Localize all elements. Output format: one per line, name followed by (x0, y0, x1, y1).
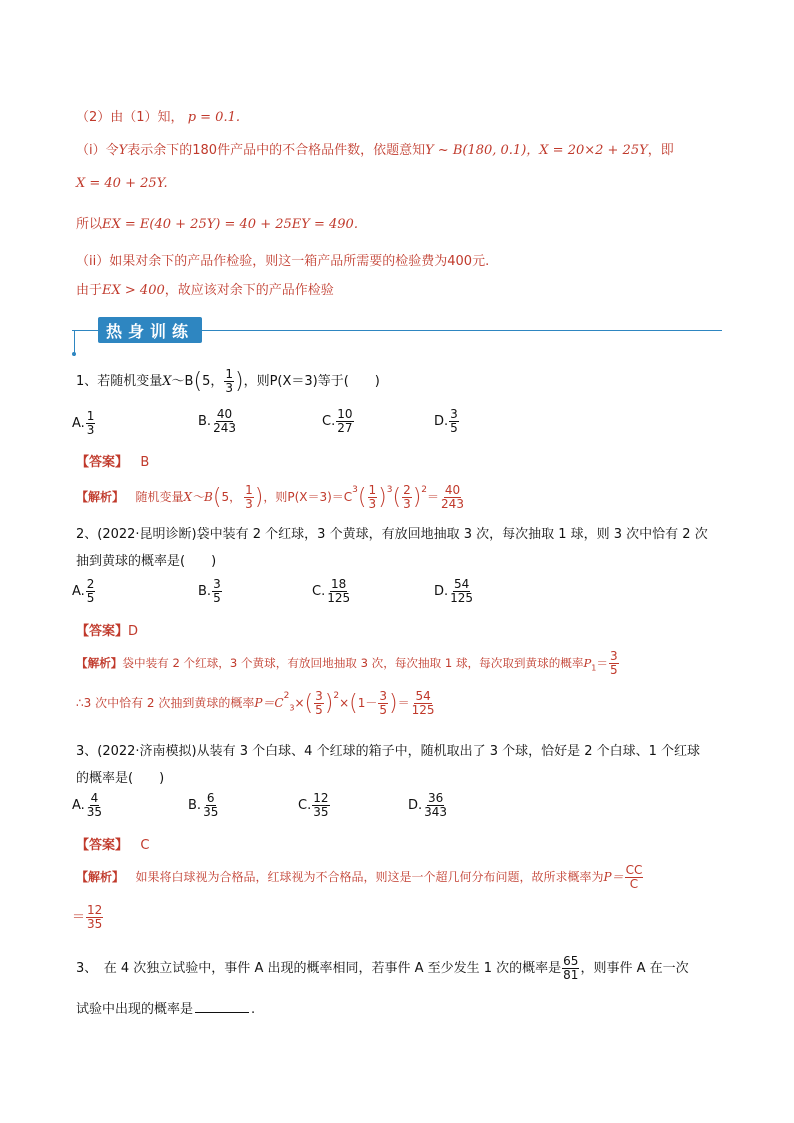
part2-line1: （2）由（1）知， p = 0.1. (76, 110, 240, 125)
q3a-stem-line1: 3、(2022·济南模拟)从装有 3 个白球、4 个红球的箱子中，随机取出了 3 个球，恰好是 2 个白球、1 个红球 (76, 744, 701, 759)
q3a-option-d[interactable]: D. $\frac{36}{343}$ (408, 791, 448, 819)
part2-line3: X = 40 + 25Y. (76, 176, 168, 191)
q1-option-b[interactable]: B. $\frac{40}{243}$ (198, 407, 236, 435)
q3a-option-a[interactable]: A. $\frac{4}{35}$ (72, 791, 103, 819)
q3a-analysis: 【解析】 如果将白球视为合格品，红球视为不合格品，则这是一个超几何分布问题，故所求概率为P＝ $\frac{CC}{C}$ (76, 863, 643, 891)
q2-answer: 【答案】D (76, 624, 139, 639)
part2-line2: （i）令Y表示余下的180件产品中的不合格品件数，依题意知Y ~ B(180, 0.1)，X = 20×2 + 25Y，即 (76, 143, 674, 158)
q2-option-c[interactable]: C. $\frac{18}{125}$ (312, 577, 351, 605)
q1-analysis: 【解析】 随机变量X～B(5， $\frac{1}{3}$ )，则$P(X=3)=C^3$( $\frac{1}{3}$ )$^3$( $\frac{2}{3}$ )$^2$＝ $\frac{40}{243}$ (76, 483, 464, 511)
q3b-stem-line2: 试验中出现的概率是 . (76, 1002, 256, 1017)
q2-option-d[interactable]: D. $\frac{54}{125}$ (434, 577, 474, 605)
q3a-option-c[interactable]: C. $\frac{12}{35}$ (298, 791, 329, 819)
q2-option-b[interactable]: B. $\frac{3}{5}$ (198, 577, 221, 605)
answer-blank[interactable] (195, 1012, 249, 1013)
section-title: 热身训练 (98, 317, 202, 343)
q2-stem-line1: 2、(2022·昆明诊断)袋中装有 2 个红球，3 个黄球，有放回地抽取 3 次，每次抽取 1 球，则 3 次中恰有 2 次 (76, 527, 708, 542)
part2-line4: 所以EX = E(40 + 25Y) = 40 + 25EY = 490. (76, 217, 358, 232)
q3a-stem-line2: 的概率是( ) (76, 771, 165, 786)
q2-option-a[interactable]: A. $\frac{2}{5}$ (72, 577, 95, 605)
q1-answer: 【答案】 B (76, 455, 150, 470)
q3a-analysis-result: ＝ $\frac{12}{35}$ (72, 903, 103, 931)
q2-stem-line2: 抽到黄球的概率是( ) (76, 554, 217, 569)
section-heading (72, 316, 722, 356)
q2-analysis-line2: ∴3 次中恰有 2 次抽到黄球的概率$P=C^2_3\times$( $\frac{3}{5}$ )$^2$×(1－ $\frac{3}{5}$ )＝ $\frac{54}{125}$ (76, 689, 435, 717)
part2-line5: （ii）如果对余下的产品作检验，则这一箱产品所需要的检验费为400元. (76, 254, 490, 269)
heading-dot (72, 352, 76, 356)
q3a-option-b[interactable]: B. $\frac{6}{35}$ (188, 791, 219, 819)
part2-line6: 由于EX > 400，故应该对余下的产品作检验 (76, 283, 334, 298)
q2-analysis-line1: 【解析】袋中装有 2 个红球，3 个黄球，有放回地抽取 3 次，每次抽取 1 球，每次取到黄球的概率$P_1=$ $\frac{3}{5}$ (76, 649, 618, 677)
q1-stem: 1、若随机变量X～B(5， $\frac{1}{3}$ )，则P(X＝3)等于( ) (76, 367, 380, 395)
q1-option-c[interactable]: C. $\frac{10}{27}$ (322, 407, 353, 435)
q1-option-d[interactable]: D. $\frac{3}{5}$ (434, 407, 458, 435)
q3b-stem-line1: 3、 在 4 次独立试验中，事件 A 出现的概率相同，若事件 A 至少发生 1 次的概率是 $\frac{65}{81}$ ，则事件 A 在一次 (76, 954, 689, 982)
q1-option-a[interactable]: A. $\frac{1}{3}$ (72, 409, 95, 437)
q3a-answer: 【答案】 C (76, 838, 150, 853)
q1-stem-fraction: $\frac{1}{3}$ (225, 367, 233, 395)
